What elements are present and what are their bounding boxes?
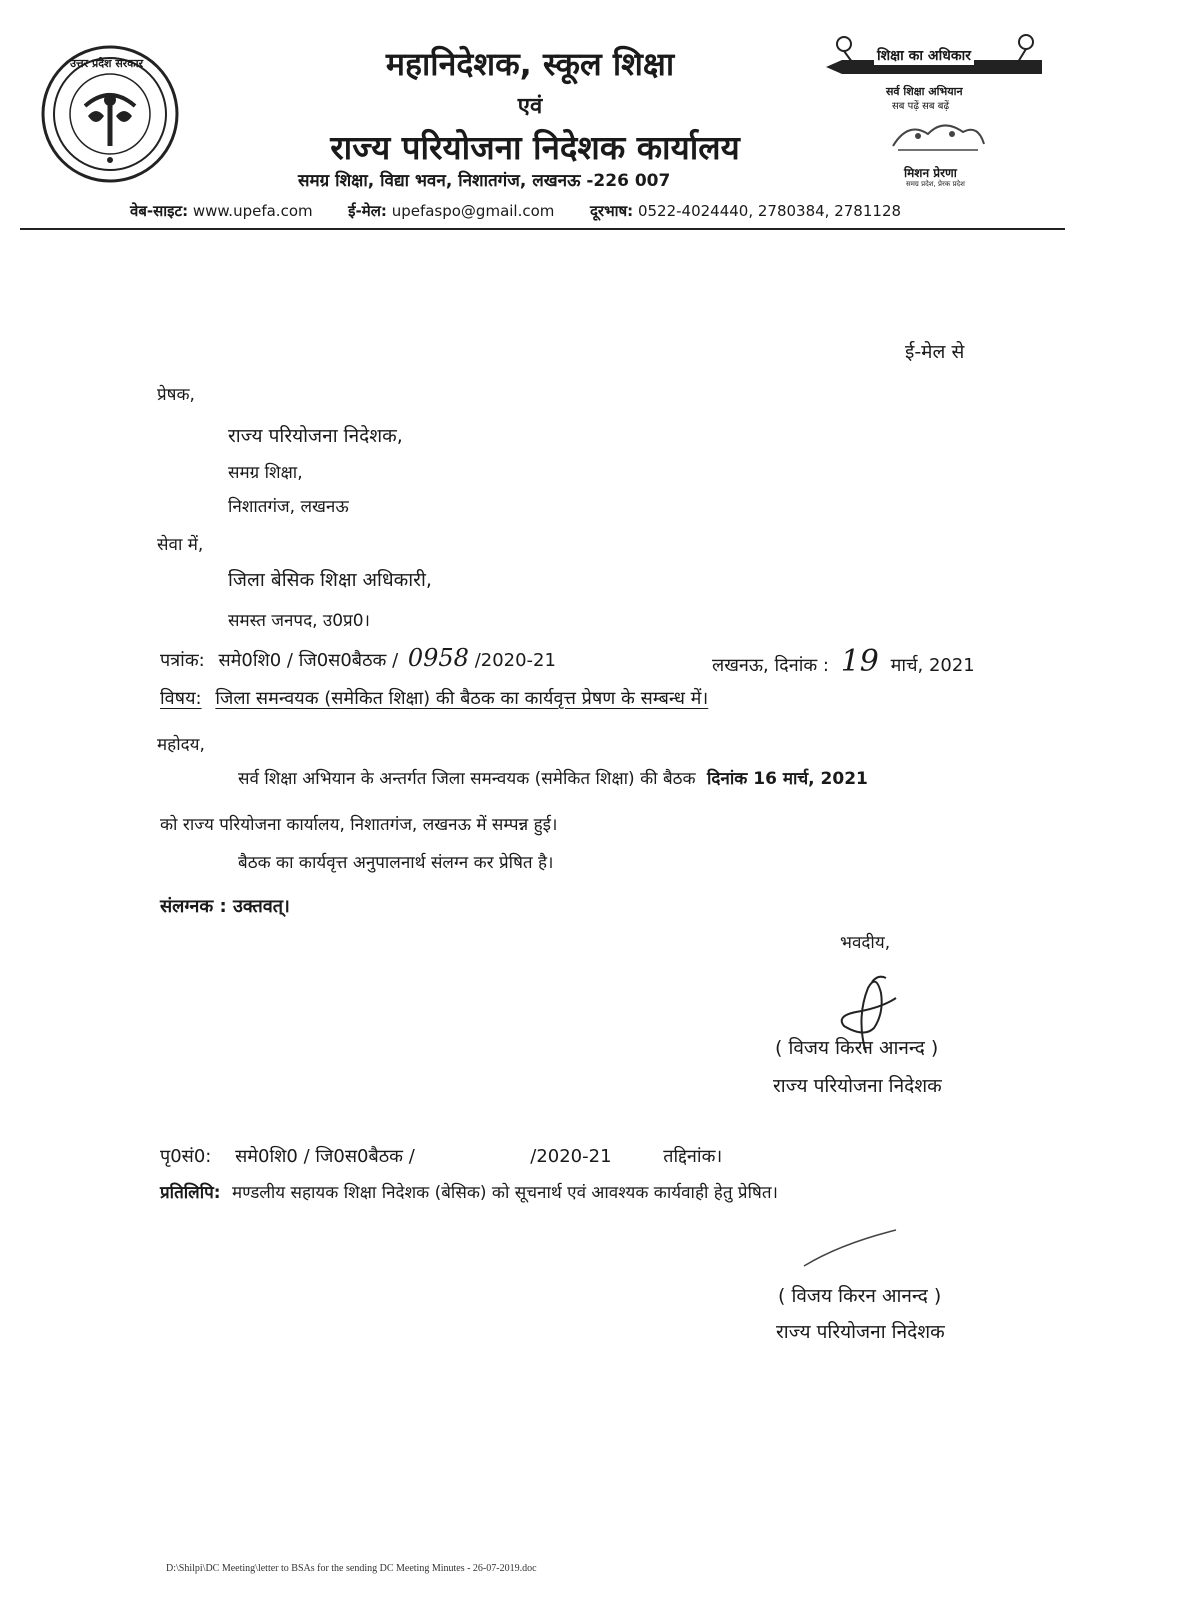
signatory-title: राज्य परियोजना निदेशक — [773, 1075, 942, 1097]
recipient-label: सेवा में, — [157, 535, 204, 555]
illustration-icon — [888, 116, 988, 156]
copy-to-row — [160, 1180, 778, 1203]
copy-reference-year: /2020-21 — [530, 1146, 612, 1167]
signatory-name: ( विजय किरन आनन्द ) — [775, 1037, 939, 1059]
copy-signatory-title: राज्य परियोजना निदेशक — [776, 1321, 945, 1343]
header-divider — [20, 228, 1065, 230]
date-day-handwritten: 19 — [840, 644, 879, 679]
copy-signatory-name: ( विजय किरन आनन्द ) — [778, 1285, 942, 1307]
file-path-footer: D:\Shilpi\DC Meeting\letter to BSAs for the sending DC Meeting Minutes - 26-07-2019.doc — [166, 1563, 537, 1574]
logo-line2: सब पढ़ें सब बढ़ें — [892, 101, 950, 112]
email-link[interactable]: upefaspo@gmail.com — [391, 202, 555, 220]
recipient-line1: जिला बेसिक शिक्षा अधिकारी, — [228, 569, 432, 591]
closing: भवदीय, — [840, 933, 891, 953]
paragraph-1-text: सर्व शिक्षा अभियान के अन्तर्गत जिला समन्वयक (समेकित शिक्षा) की बैठक — [238, 769, 696, 789]
logo-line3: मिशन प्रेरणा — [904, 166, 957, 180]
copy-to-label: प्रतिलिपि: — [160, 1183, 221, 1203]
website-link[interactable]: www.upefa.com — [192, 202, 313, 220]
rte-logo — [822, 34, 1050, 194]
subject-row — [160, 686, 708, 710]
subject-label: विषय: — [160, 688, 202, 709]
sender-line2: समग्र शिक्षा, — [228, 463, 303, 483]
reference-label: पत्रांक: — [160, 650, 205, 671]
sender-line3: निशातगंज, लखनऊ — [228, 497, 349, 517]
copy-reference-row — [160, 1144, 722, 1168]
header-title-line3: राज्य परियोजना निदेशक कार्यालय — [330, 128, 740, 167]
date-month-year: मार्च, 2021 — [890, 655, 975, 676]
reference-number-handwritten: 0958 — [407, 644, 469, 672]
header-contact-row — [130, 201, 901, 221]
website-label: वेब-साइट: — [130, 202, 189, 220]
sender-label: प्रेषक, — [157, 385, 195, 405]
reference-prefix: समे0शि0 / जि0स0बैठक / — [218, 650, 399, 671]
paragraph-1-line1 — [238, 766, 868, 789]
dispatch-mode: ई-मेल से — [905, 341, 965, 363]
phone-label: दूरभाष: — [589, 202, 634, 220]
recipient-line2: समस्त जनपद, उ0प्र0। — [228, 611, 370, 631]
header-title-line1: महानिदेशक, स्कूल शिक्षा — [385, 45, 675, 83]
reference-suffix: /2020-21 — [474, 650, 556, 671]
seal-text: उत्तर प्रदेश सरकार — [70, 57, 144, 70]
paragraph-1-line2: को राज्य परियोजना कार्यालय, निशातगंज, लखनऊ में सम्पन्न हुई। — [160, 815, 558, 835]
header-title-line2: एवं — [517, 94, 543, 119]
paragraph-1-date: दिनांक 16 मार्च, 2021 — [707, 769, 868, 789]
date-label: लखनऊ, दिनांक : — [712, 655, 829, 676]
copy-reference-date: तद्दिनांक। — [663, 1146, 723, 1167]
copy-to-text: मण्डलीय सहायक शिक्षा निदेशक (बेसिक) को सूचनार्थ एवं आवश्यक कार्यवाही हेतु प्रेषित। — [231, 1183, 778, 1203]
reference-row — [160, 644, 556, 672]
salutation: महोदय, — [157, 735, 205, 755]
date-row — [712, 644, 975, 679]
copy-reference-label: पृ0सं0: — [160, 1146, 212, 1167]
logo-line4: समग्र प्रदेश, प्रेरक प्रदेश — [906, 180, 965, 188]
paragraph-2: बैठक का कार्यवृत्त अनुपालनार्थ संलग्न कर प्रेषित है। — [238, 853, 554, 873]
signature-stroke — [800, 1222, 900, 1272]
enclosure: संलग्नक : उक्तवत्। — [160, 896, 290, 917]
sender-line1: राज्य परियोजना निदेशक, — [228, 425, 403, 447]
phone-number: 0522-4024440, 2780384, 2781128 — [637, 202, 902, 220]
logo-banner: शिक्षा का अधिकार — [874, 46, 974, 65]
email-label: ई-मेल: — [348, 202, 387, 220]
subject-text: जिला समन्वयक (समेकित शिक्षा) की बैठक का कार्यवृत्त प्रेषण के सम्बन्ध में। — [215, 688, 709, 709]
copy-reference-text: समे0शि0 / जि0स0बैठक / — [235, 1146, 415, 1167]
logo-line1: सर्व शिक्षा अभियान — [886, 85, 963, 98]
header-address: समग्र शिक्षा, विद्या भवन, निशातगंज, लखनऊ -226 007 — [298, 171, 671, 191]
